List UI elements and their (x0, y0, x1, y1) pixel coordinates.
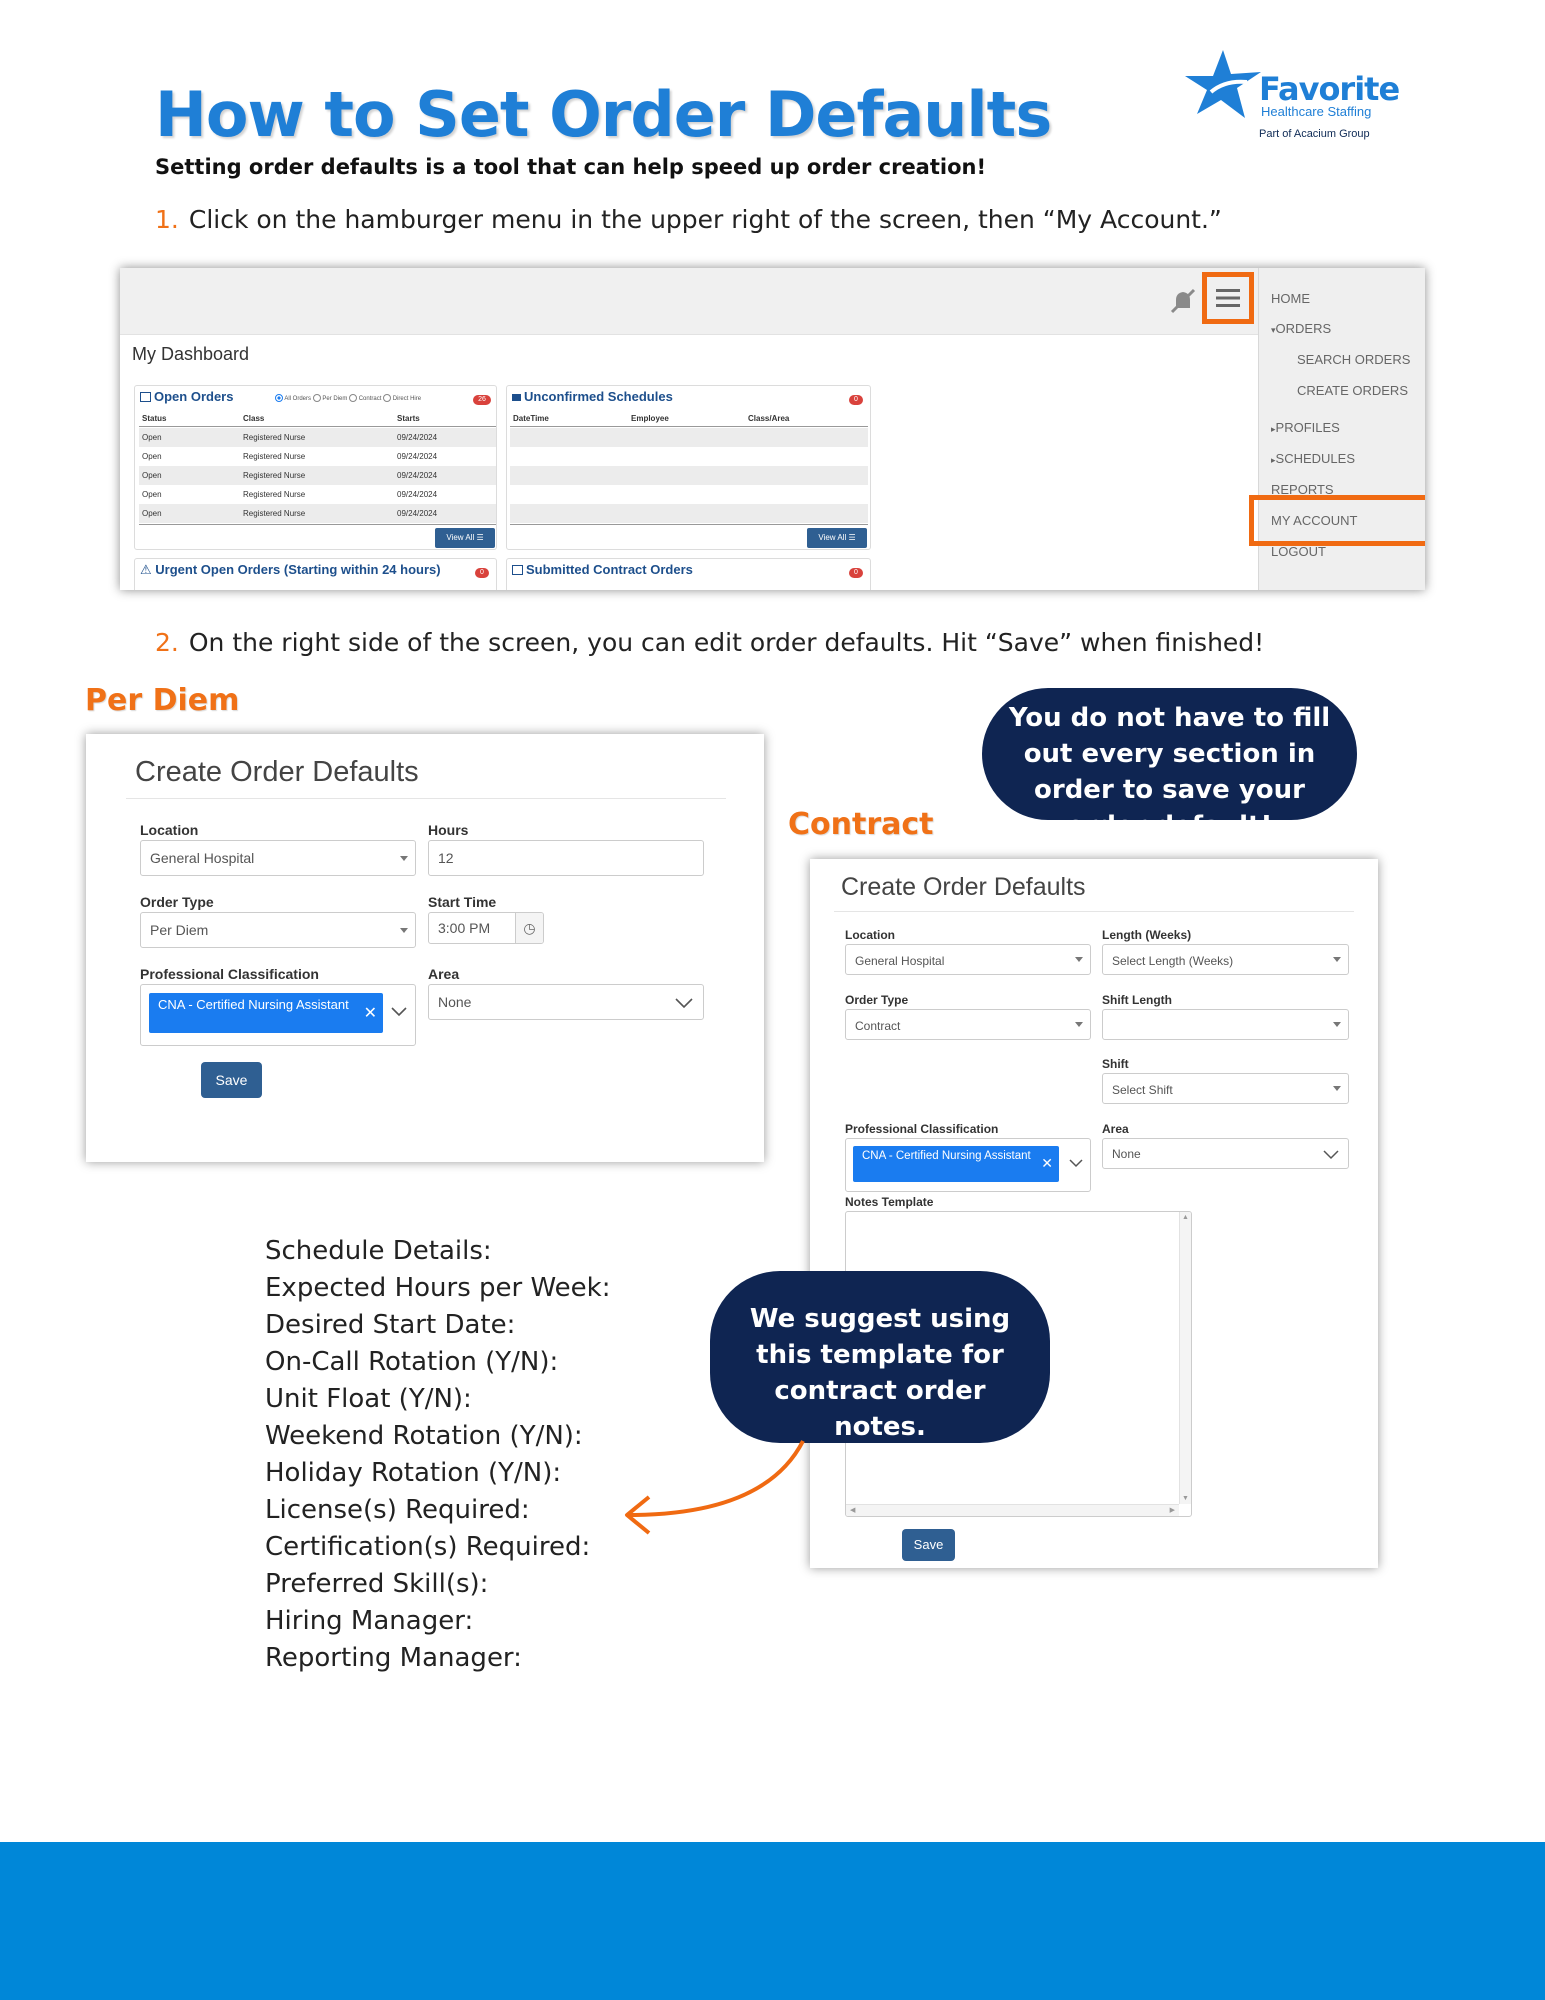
radio-per-diem[interactable] (313, 394, 321, 402)
location-label: Location (140, 822, 199, 838)
remove-tag-icon[interactable]: ✕ (363, 1005, 377, 1022)
list-item: Reporting Manager: (265, 1643, 522, 1673)
caret-down-icon (1333, 1022, 1341, 1027)
menu-home[interactable]: HOME (1271, 291, 1310, 306)
page-subtitle: Setting order defaults is a tool that can help speed up order creation! (155, 155, 987, 179)
per-diem-form (86, 734, 764, 1162)
notes-template-list (265, 1233, 610, 1677)
menu-reports[interactable]: REPORTS (1271, 482, 1334, 497)
list-item: Weekend Rotation (Y/N): (265, 1421, 583, 1451)
info-bubble-not-required: You do not have to fill out every section in order to save your order default! (982, 688, 1357, 820)
caret-down-icon: ▾ (1271, 325, 1276, 335)
area-select[interactable]: None (1102, 1138, 1349, 1169)
hamburger-menu-button[interactable] (1202, 272, 1254, 324)
lock-icon (512, 394, 521, 401)
area-select[interactable]: None (428, 984, 704, 1020)
table-row[interactable]: Open Registered Nurse 09/24/2024 (142, 490, 438, 499)
open-orders-panel (134, 385, 497, 550)
col-datetime: DateTime (513, 414, 549, 423)
per-diem-form-title: Create Order Defaults (135, 756, 419, 788)
col-status: Status (142, 414, 167, 423)
length-select[interactable]: Select Length (Weeks) (1102, 944, 1349, 975)
step-1-text: Click on the hamburger menu in the upper right of the screen, then “My Account.” (188, 205, 1222, 234)
list-item: Desired Start Date: (265, 1310, 516, 1340)
chevron-down-icon (1323, 1150, 1339, 1160)
dashboard-topbar (120, 268, 1258, 335)
dashboard-title: My Dashboard (132, 344, 250, 364)
radio-contract[interactable] (349, 394, 357, 402)
chevron-down-icon (1069, 1159, 1083, 1168)
menu-my-account[interactable]: MY ACCOUNT (1271, 513, 1358, 528)
caret-down-icon (1333, 957, 1341, 962)
list-item: Expected Hours per Week: (265, 1273, 611, 1303)
list-item: Unit Float (Y/N): (265, 1384, 472, 1414)
unconfirmed-badge: 0 (849, 395, 863, 405)
unconfirmed-schedules-title: Unconfirmed Schedules (512, 389, 673, 404)
shift-select[interactable]: Select Shift (1102, 1073, 1349, 1104)
logo-group: Part of Acacium Group (1259, 128, 1370, 140)
scroll-down-icon[interactable]: ▼ (1182, 1495, 1189, 1502)
list-item: Certification(s) Required: (265, 1532, 591, 1562)
menu-orders[interactable]: ▾ORDERS (1271, 321, 1332, 336)
list-item: Preferred Skill(s): (265, 1569, 489, 1599)
caret-down-icon (400, 928, 408, 933)
area-label: Area (1102, 1122, 1129, 1136)
horizontal-scrollbar[interactable] (846, 1504, 1179, 1516)
vertical-scrollbar[interactable] (1179, 1212, 1191, 1504)
col-starts: Starts (397, 414, 420, 423)
menu-schedules[interactable]: ▸SCHEDULES (1271, 451, 1355, 466)
location-select[interactable]: General Hospital (140, 840, 416, 876)
menu-search-orders[interactable]: SEARCH ORDERS (1297, 352, 1411, 367)
order-type-label: Order Type (140, 894, 214, 910)
prof-class-label: Professional Classification (140, 966, 319, 982)
contract-label: Contract (788, 807, 934, 842)
per-diem-label: Per Diem (85, 683, 240, 718)
list-item: License(s) Required: (265, 1495, 530, 1525)
prof-class-label: Professional Classification (845, 1122, 999, 1136)
info-bubble-suggest-template: We suggest using this template for contract order notes. (710, 1271, 1050, 1443)
urgent-open-orders-title: ⚠ Urgent Open Orders (Starting within 24 hours) (140, 562, 441, 577)
caret-down-icon (1333, 1086, 1341, 1091)
scroll-right-icon[interactable]: ▶ (1169, 1507, 1175, 1514)
remove-tag-icon[interactable]: ✕ (1041, 1155, 1053, 1171)
step-1-number: 1. (155, 205, 179, 234)
favorite-logo (1185, 48, 1400, 143)
nav-menu (1258, 268, 1425, 590)
calendar-icon (140, 392, 151, 402)
col-employee: Employee (631, 414, 669, 423)
area-label: Area (428, 966, 460, 982)
list-item: Hiring Manager: (265, 1606, 474, 1636)
scroll-up-icon[interactable]: ▲ (1182, 1214, 1189, 1221)
caret-down-icon (1075, 1022, 1083, 1027)
open-orders-badge: 26 (473, 395, 491, 405)
table-row[interactable]: Open Registered Nurse 09/24/2024 (139, 428, 496, 447)
col-class-area: Class/Area (748, 414, 790, 423)
page-title: How to Set Order Defaults (155, 78, 1052, 151)
contract-form-title: Create Order Defaults (841, 873, 1086, 901)
location-select[interactable]: General Hospital (845, 944, 1091, 975)
contract-form (810, 859, 1378, 1568)
prof-class-select[interactable] (140, 984, 416, 1046)
calendar-icon (512, 565, 523, 575)
dashboard-screenshot (120, 268, 1425, 590)
hours-label: Hours (428, 822, 469, 838)
open-orders-title: Open Orders (140, 389, 233, 404)
shift-length-select[interactable] (1102, 1009, 1349, 1040)
list-item: Schedule Details: (265, 1236, 492, 1266)
step-2-text: On the right side of the screen, you can edit order defaults. Hit “Save” when finished! (188, 628, 1265, 657)
table-row[interactable]: Open Registered Nurse 09/24/2024 (139, 466, 496, 485)
curved-arrow-icon (615, 1435, 815, 1555)
footer-band (0, 1842, 1545, 2000)
location-label: Location (845, 928, 895, 942)
order-type-select[interactable]: Contract (845, 1009, 1091, 1040)
notes-template-label: Notes Template (845, 1195, 934, 1209)
submitted-badge: 0 (849, 568, 863, 578)
unconfirmed-view-all-button[interactable]: View All ☰ (807, 528, 867, 548)
step-1 (155, 205, 1222, 234)
step-2-number: 2. (155, 628, 179, 657)
table-row[interactable]: Open Registered Nurse 09/24/2024 (142, 452, 438, 461)
menu-logout[interactable]: LOGOUT (1271, 544, 1326, 559)
list-item: On-Call Rotation (Y/N): (265, 1347, 559, 1377)
list-item: Holiday Rotation (Y/N): (265, 1458, 562, 1488)
order-filter-radios: All Orders Per Diem Contract Direct Hire (275, 394, 421, 402)
scroll-left-icon[interactable]: ◀ (850, 1507, 856, 1514)
urgent-badge: 0 (475, 568, 489, 578)
hours-input[interactable]: 12 (428, 840, 704, 876)
order-type-label: Order Type (845, 993, 909, 1007)
per-diem-save-button[interactable]: Save (201, 1062, 262, 1098)
menu-profiles[interactable]: ▸PROFILES (1271, 420, 1340, 435)
chevron-down-icon (391, 1007, 407, 1017)
warning-icon: ⚠ (140, 562, 152, 577)
chevron-down-icon (675, 998, 693, 1009)
prof-class-tag: CNA - Certified Nursing Assistant ✕ (853, 1146, 1059, 1182)
hamburger-icon (1216, 288, 1240, 308)
notification-muted-icon[interactable] (1168, 286, 1198, 316)
radio-all-orders[interactable] (275, 394, 283, 402)
prof-class-select[interactable] (845, 1138, 1091, 1192)
submitted-contract-orders-panel (506, 558, 871, 590)
length-label: Length (Weeks) (1102, 928, 1192, 942)
table-row[interactable]: Open Registered Nurse 09/24/2024 (139, 504, 496, 523)
caret-right-icon: ▸ (1271, 424, 1276, 434)
caret-down-icon (1075, 957, 1083, 962)
col-class: Class (243, 414, 265, 423)
shift-length-label: Shift Length (1102, 993, 1172, 1007)
start-time-label: Start Time (428, 894, 497, 910)
caret-right-icon: ▸ (1271, 455, 1276, 465)
clock-icon[interactable]: ◷ (515, 913, 543, 943)
contract-save-button[interactable]: Save (902, 1529, 955, 1561)
start-time-input[interactable]: 3:00 PM ◷ (428, 912, 544, 944)
my-account-highlight (1249, 495, 1425, 546)
logo-brand: Favorite (1259, 70, 1400, 108)
radio-direct-hire[interactable] (383, 394, 391, 402)
open-orders-view-all-button[interactable]: View All ☰ (435, 528, 495, 548)
caret-down-icon (400, 856, 408, 861)
submitted-contract-orders-title: Submitted Contract Orders (512, 562, 693, 577)
prof-class-tag: CNA - Certified Nursing Assistant ✕ (149, 993, 383, 1033)
step-2 (155, 628, 1264, 657)
urgent-open-orders-panel (134, 558, 497, 590)
shift-label: Shift (1102, 1057, 1129, 1071)
unconfirmed-schedules-panel (506, 385, 871, 550)
order-type-select[interactable]: Per Diem (140, 912, 416, 948)
star-logo-icon (1185, 48, 1265, 128)
menu-create-orders[interactable]: CREATE ORDERS (1297, 383, 1408, 398)
logo-brand-sub: Healthcare Staffing (1261, 104, 1372, 119)
